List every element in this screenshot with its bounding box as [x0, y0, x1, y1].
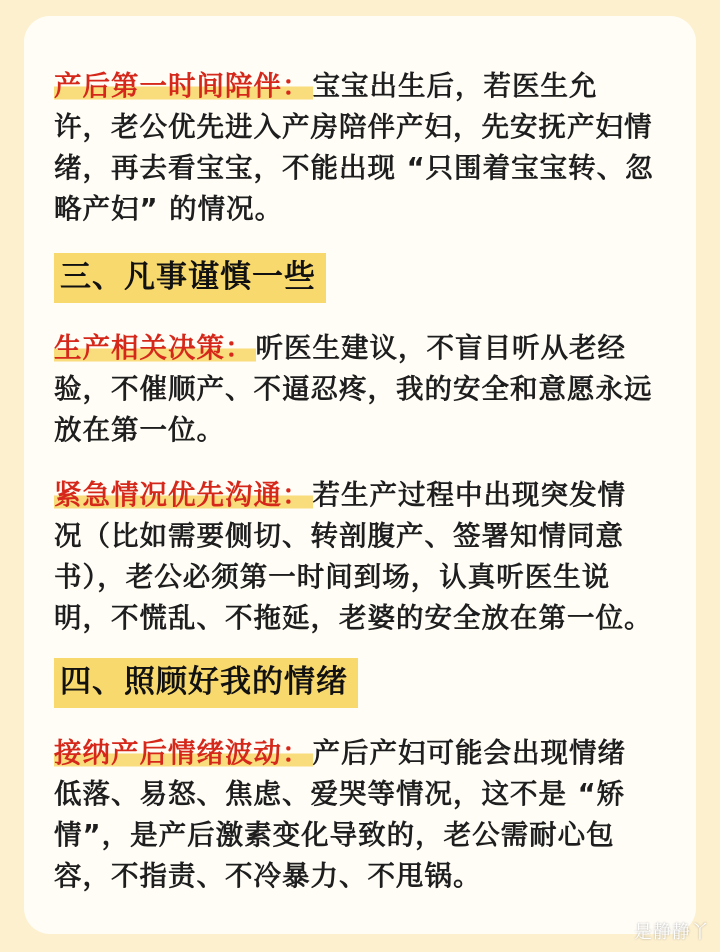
- paragraph-emergency-communication: [54, 475, 654, 639]
- paragraph-text: [54, 733, 654, 897]
- paragraph-lead: 生产相关决策：: [54, 332, 254, 364]
- paragraph-text: [54, 475, 654, 639]
- paragraph-body: 听医生建议，不盲目听从老经验，不催顺产、不逼忍疼，我的安全和意愿永远放在第一位。: [54, 332, 653, 446]
- paragraph-lead: 产后第一时间陪伴：: [54, 70, 311, 102]
- paragraph-body: 宝宝出生后，若医生允许，老公优先进入产房陪伴产妇，先安抚产妇情绪，再去看宝宝，不能出现 “只围着宝宝转、忽略产妇” 的情况。: [54, 70, 654, 225]
- paragraph-birth-decisions: [54, 328, 654, 451]
- paragraph-body: 产后产妇可能会出现情绪低落、易怒、焦虑、爱哭等情况，这不是 “矫情”，是产后激素变化导致的，老公需耐心包容，不指责、不冷暴力、不甩锅。: [54, 737, 626, 892]
- paragraph-text: [54, 66, 654, 230]
- paragraph-body: 若生产过程中出现突发情况（比如需要侧切、转剖腹产、签署知情同意书），老公必须第一时间到场，认真听医生说明，不慌乱、不拖延，老婆的安全放在第一位。: [54, 479, 653, 634]
- paragraph-postpartum-company: [54, 66, 654, 230]
- watermark: 是静静丫: [634, 922, 710, 943]
- paragraph-lead: 接纳产后情绪波动：: [54, 737, 311, 769]
- paragraph-emotion-swings: [54, 733, 654, 897]
- paragraph-text: [54, 328, 654, 451]
- section-heading-4: 四、照顾好我的情绪: [54, 658, 358, 708]
- paragraph-lead: 紧急情况优先沟通：: [54, 479, 311, 511]
- section-heading-3: 三、凡事谨慎一些: [54, 253, 326, 303]
